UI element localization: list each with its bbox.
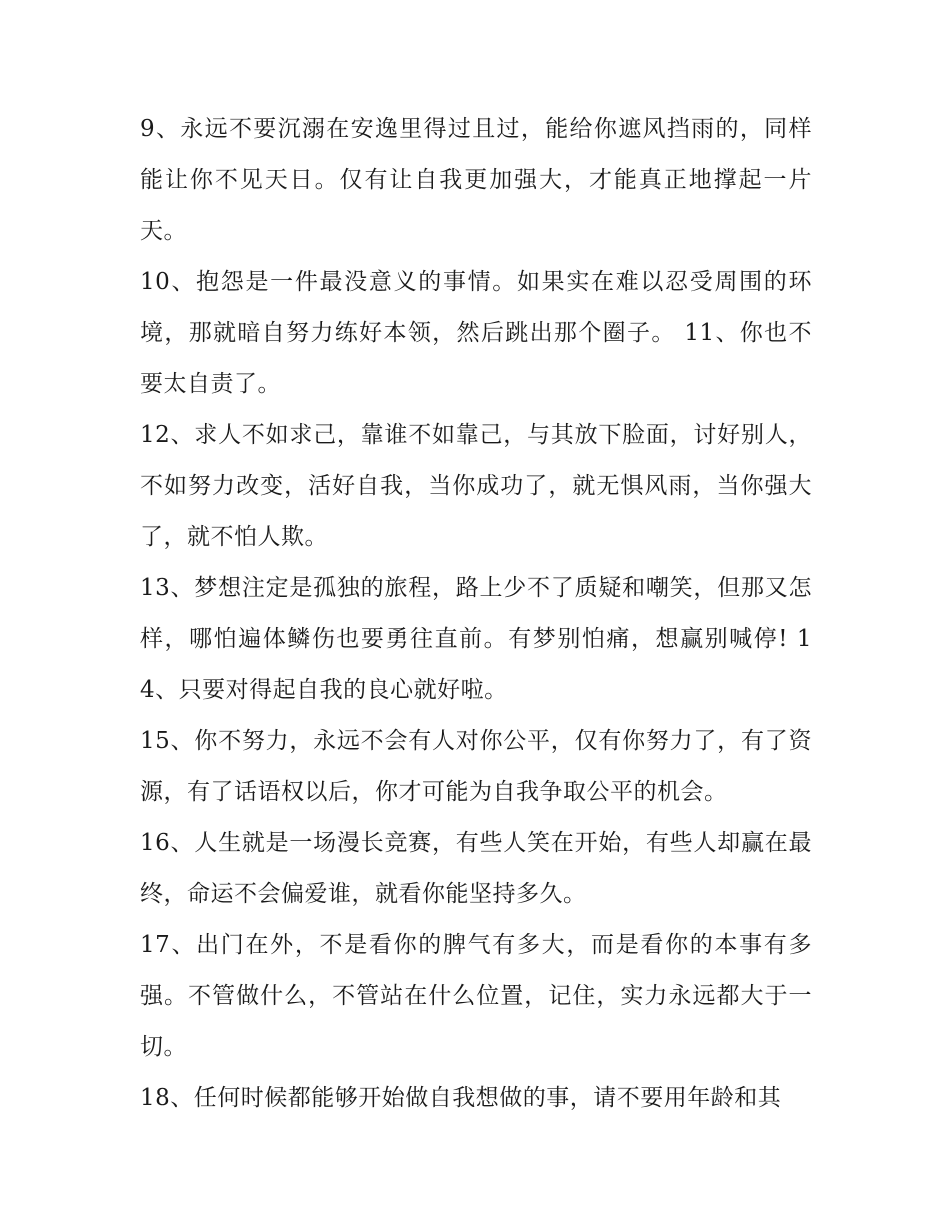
paragraph-15: 15、你不努力，永远不会有人对你公平，仅有你努力了，有了资源，有了话语权以后，你才可能为自我争取公平的机会。 (140, 728, 812, 805)
paragraph-18: 18、任何时候都能够开始做自我想做的事，请不要用年龄和其 (140, 1085, 782, 1111)
paragraph-17: 17、出门在外，不是看你的脾气有多大，而是看你的本事有多强。不管做什么，不管站在什么位置，记住，实力永远都大于一切。 (140, 932, 812, 1060)
paragraph-12: 12、求人不如求己，靠谁不如靠己，与其放下脸面，讨好别人，不如努力改变，活好自我，当你成功了，就无惧风雨，当你强大了，就不怕人欺。 (140, 422, 812, 550)
paragraph-13-14: 13、梦想注定是孤独的旅程，路上少不了质疑和嘲笑，但那又怎样，哪怕遍体鳞伤也要勇往直前。有梦别怕痛，想赢别喊停! 14、只要对得起自我的良心就好啦。 (140, 575, 812, 703)
paragraph-16: 16、人生就是一场漫长竞赛，有些人笑在开始，有些人却赢在最终，命运不会偏爱谁，就看你能坚持多久。 (140, 830, 812, 907)
paragraph-10-11: 10、抱怨是一件最没意义的事情。如果实在难以忍受周围的环境，那就暗自努力练好本领，然后跳出那个圈子。 11、你也不要太自责了。 (140, 269, 812, 397)
document-page (140, 104, 812, 1124)
paragraph-9: 9、永远不要沉溺在安逸里得过且过，能给你遮风挡雨的，同样能让你不见天日。仅有让自我更加强大，才能真正地撑起一片天。 (140, 116, 812, 244)
